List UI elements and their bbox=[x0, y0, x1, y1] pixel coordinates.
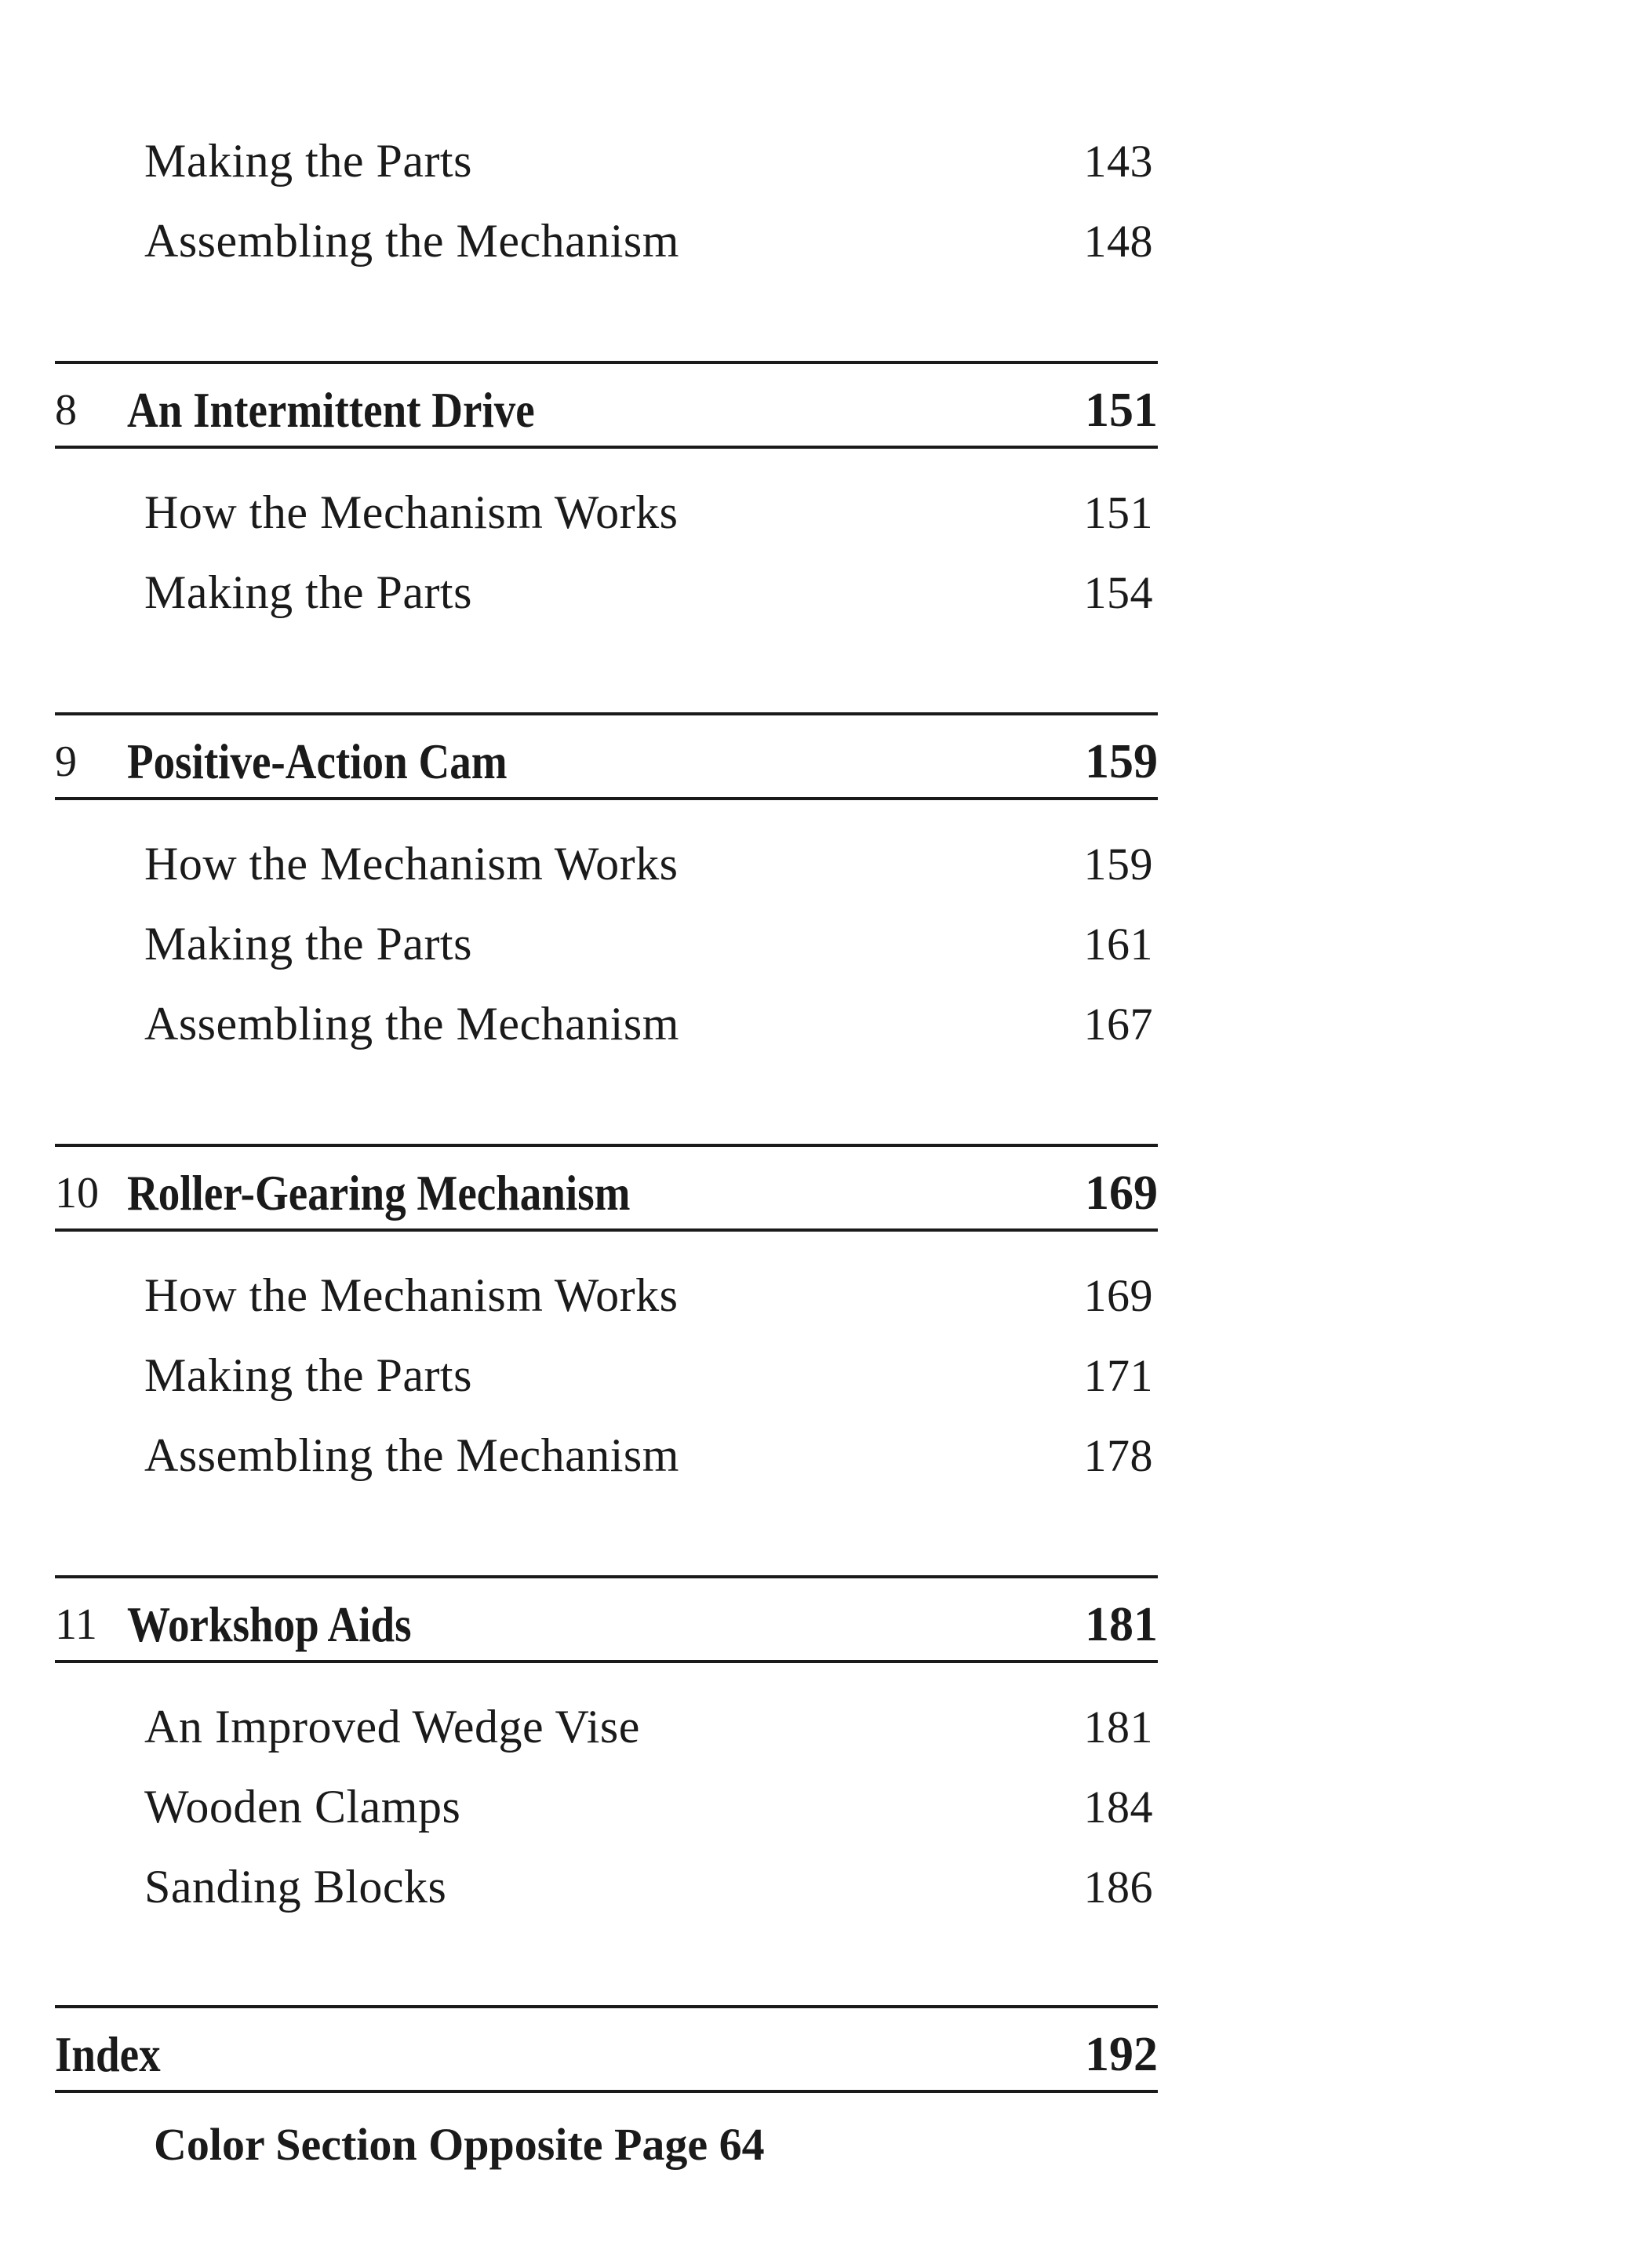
toc-entry bbox=[144, 1851, 1153, 1922]
toc-entry bbox=[144, 477, 1153, 548]
entry-page: 154 bbox=[1083, 566, 1153, 618]
index-rule-bottom bbox=[55, 2090, 1158, 2093]
toc-entry bbox=[144, 828, 1153, 899]
chapter-heading bbox=[55, 375, 1158, 446]
chapter-rule-bottom bbox=[55, 797, 1158, 800]
entry-title: How the Mechanism Works bbox=[144, 1268, 679, 1321]
chapter-title: Roller-Gearing Mechanism bbox=[127, 1165, 631, 1221]
entry-page: 178 bbox=[1083, 1429, 1153, 1481]
chapter-number: 10 bbox=[55, 1169, 99, 1218]
entry-title: Sanding Blocks bbox=[144, 1860, 447, 1913]
chapter-number: 8 bbox=[55, 386, 77, 435]
entry-title: Assembling the Mechanism bbox=[144, 997, 679, 1050]
entry-page: 186 bbox=[1083, 1861, 1153, 1913]
toc-entry bbox=[144, 1420, 1153, 1491]
chapter-rule-bottom bbox=[55, 1660, 1158, 1663]
entry-title: Making the Parts bbox=[144, 917, 472, 970]
chapter-rule-bottom bbox=[55, 446, 1158, 449]
chapter-heading bbox=[55, 726, 1158, 797]
entry-title: Making the Parts bbox=[144, 134, 472, 187]
entry-title: How the Mechanism Works bbox=[144, 837, 679, 890]
chapter-rule-top bbox=[55, 1575, 1158, 1578]
toc-entry bbox=[144, 1340, 1153, 1410]
index-heading bbox=[55, 2019, 1158, 2090]
chapter-rule-bottom bbox=[55, 1228, 1158, 1232]
toc-entry bbox=[144, 908, 1153, 979]
entry-title: Making the Parts bbox=[144, 1349, 472, 1401]
entry-title: An Improved Wedge Vise bbox=[144, 1700, 640, 1753]
toc-entry bbox=[144, 988, 1153, 1059]
color-section-note: Color Section Opposite Page 64 bbox=[154, 2119, 765, 2170]
toc-entry bbox=[144, 557, 1153, 628]
index-rule-top bbox=[55, 2005, 1158, 2008]
entry-page: 151 bbox=[1083, 486, 1153, 538]
chapter-rule-top bbox=[55, 712, 1158, 715]
entry-page: 171 bbox=[1083, 1349, 1153, 1401]
entry-page: 143 bbox=[1083, 135, 1153, 187]
entry-title: Wooden Clamps bbox=[144, 1780, 461, 1833]
chapter-title: An Intermittent Drive bbox=[127, 382, 535, 438]
chapter-page: 181 bbox=[1085, 1597, 1158, 1651]
chapter-rule-top bbox=[55, 361, 1158, 364]
chapter-rule-top bbox=[55, 1144, 1158, 1147]
entry-page: 167 bbox=[1083, 998, 1153, 1050]
entry-title: How the Mechanism Works bbox=[144, 486, 679, 538]
index-page: 192 bbox=[1085, 2027, 1158, 2081]
entry-page: 181 bbox=[1083, 1701, 1153, 1753]
chapter-page: 151 bbox=[1085, 383, 1158, 437]
chapter-title: Positive-Action Cam bbox=[127, 733, 508, 789]
chapter-heading bbox=[55, 1589, 1158, 1660]
index-title: Index bbox=[55, 2026, 161, 2082]
entry-title: Making the Parts bbox=[144, 566, 472, 618]
entry-title: Assembling the Mechanism bbox=[144, 214, 679, 267]
entry-page: 184 bbox=[1083, 1781, 1153, 1833]
toc-entry bbox=[144, 1771, 1153, 1842]
entry-page: 161 bbox=[1083, 918, 1153, 970]
toc-entry bbox=[144, 1691, 1153, 1762]
entry-page: 148 bbox=[1083, 215, 1153, 267]
chapter-page: 169 bbox=[1085, 1166, 1158, 1220]
chapter-heading bbox=[55, 1158, 1158, 1228]
chapter-number: 11 bbox=[55, 1600, 97, 1649]
entry-page: 169 bbox=[1083, 1269, 1153, 1321]
chapter-number: 9 bbox=[55, 737, 77, 786]
entry-page: 159 bbox=[1083, 838, 1153, 890]
chapter-page: 159 bbox=[1085, 734, 1158, 788]
toc-entry bbox=[144, 1260, 1153, 1330]
toc-entry bbox=[144, 126, 1153, 196]
chapter-title: Workshop Aids bbox=[127, 1596, 412, 1652]
toc-entry bbox=[144, 206, 1153, 276]
entry-title: Assembling the Mechanism bbox=[144, 1429, 679, 1481]
